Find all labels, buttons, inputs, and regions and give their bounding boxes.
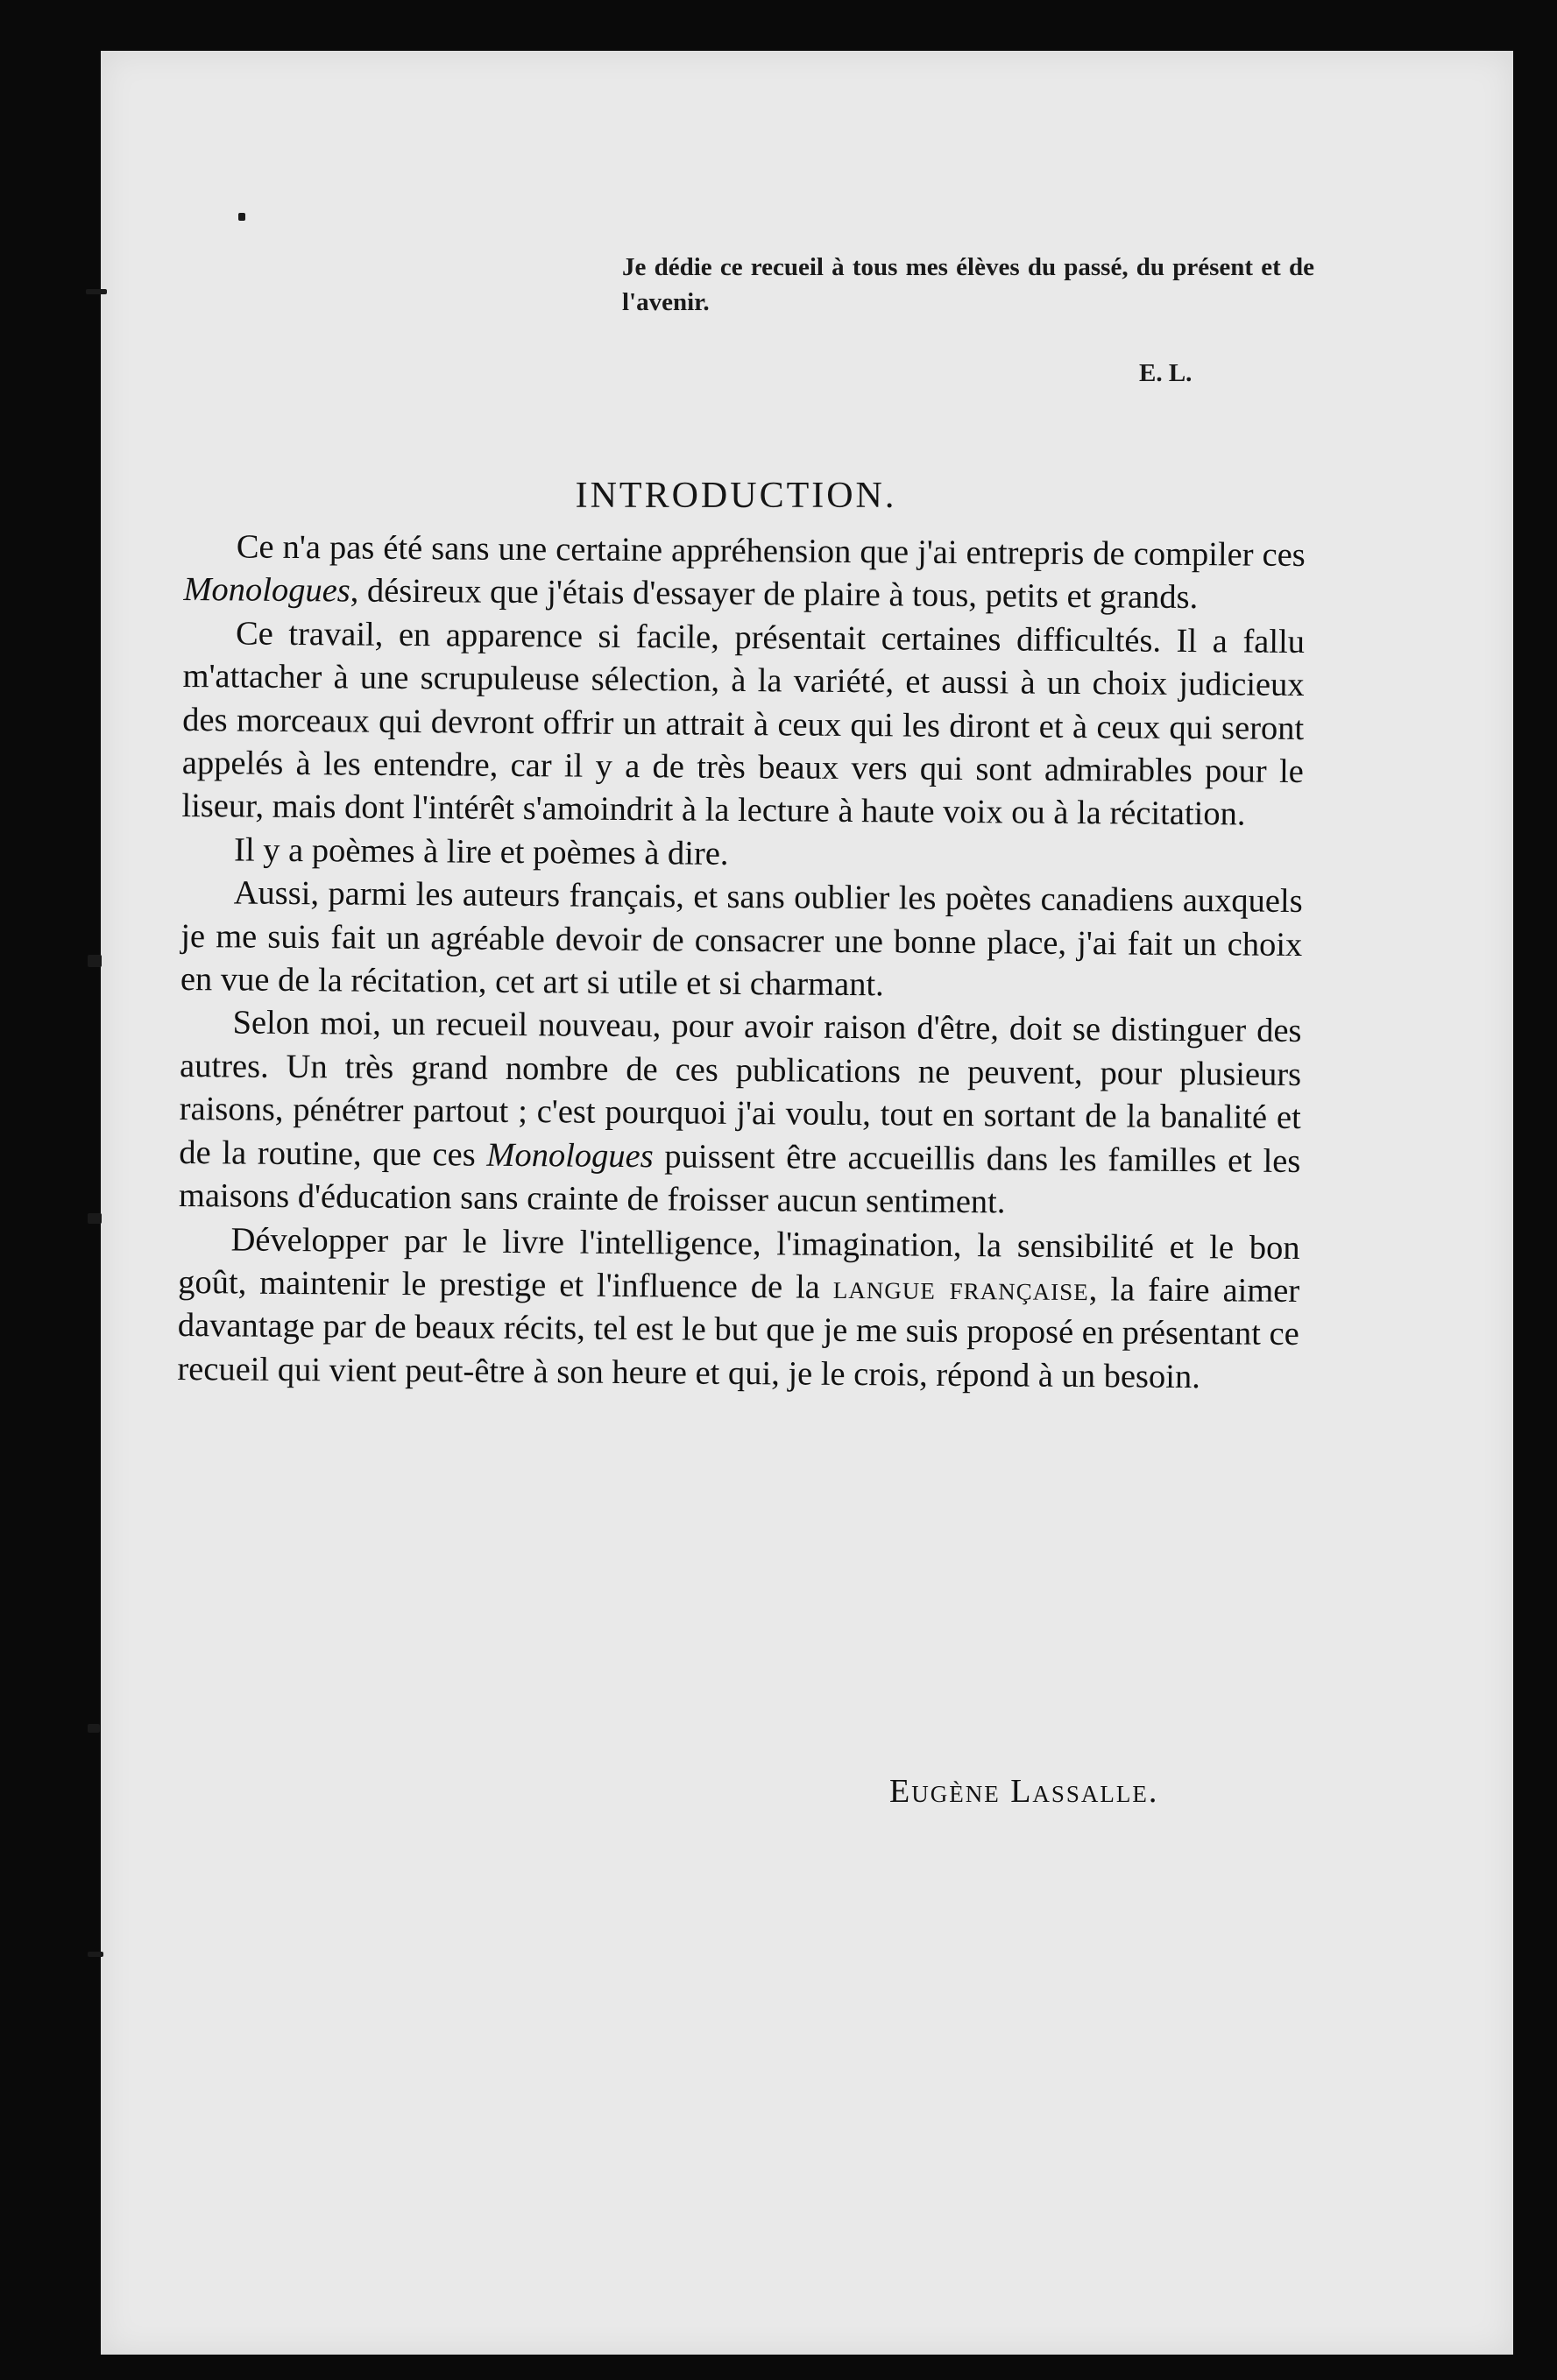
introduction-body: [177, 526, 1306, 1400]
dedication: Je dédie ce recueil à tous mes élèves du passé, du présent et de l'avenir.: [622, 253, 1314, 316]
paragraph: Ce travail, en apparence si facile, présentait certaines difficultés. Il a fallu m'attacher à une scrupuleuse sélection, à la variété, et aussi à un choix judicieux des morceaux qui devront offrir un attrait à ceux qui les diront et à ceux qui seront appelés à les entendre, car il y a de très beaux vers qui sont admirables pour le liseur, mais dont l'intérêt s'amoindrit à la lecture à haute voix ou à la récitation.: [181, 615, 1306, 833]
scan-mark: [88, 1952, 103, 1957]
italic-title: Monologues: [183, 571, 350, 610]
paragraph: Développer par le livre l'intelligence, l'imagination, la sensibilité et le bon goût, maintenir le prestige et l'influence de la langue française, la faire aimer davantage par de beaux récits, tel est le but que je me suis proposé en présentant ce recueil qui vient peut-être à son heure et qui, je le crois, répond à un besoin.: [177, 1220, 1300, 1395]
scan-mark: [88, 955, 102, 967]
scan-mark: [238, 213, 245, 221]
paragraph: Il y a poèmes à lire et poèmes à dire.: [233, 831, 729, 872]
dedication-initials: E. L.: [1139, 359, 1193, 387]
scan-mark: [88, 1213, 102, 1224]
paragraph: Aussi, parmi les auteurs français, et sans oublier les poètes canadiens auxquels je me suis fait un agréable devoir de consacrer une bonne place, j'ai fait un choix en vue de la récitation, cet art si utile et si charmant.: [180, 874, 1303, 1004]
small-caps-phrase: langue française: [832, 1268, 1089, 1309]
italic-title: Monologues: [486, 1136, 654, 1175]
scan-mark: [88, 1724, 100, 1733]
paragraph: Selon moi, un recueil nouveau, pour avoir raison d'être, doit se distinguer des autres. Un très grand nombre de ces publications ne peuvent, pour plusieurs raisons, pénétrer partout ; c'est pourquoi j'ai voulu, tout en sortant de la banalité et de la routine, que ces Monologues puissent être accueillis dans les familles et les maisons d'éducation sans crainte de froisser aucun sentiment.: [178, 1004, 1302, 1221]
paragraph: Ce n'a pas été sans une certaine appréhension que j'ai entrepris de compiler ces Monologues, désireux que j'étais d'essayer de plaire à tous, petits et grands.: [183, 528, 1306, 617]
scan-mark: [86, 289, 107, 294]
author-signature: Eugène Lassalle.: [889, 1773, 1159, 1810]
page-title: INTRODUCTION.: [575, 476, 897, 516]
